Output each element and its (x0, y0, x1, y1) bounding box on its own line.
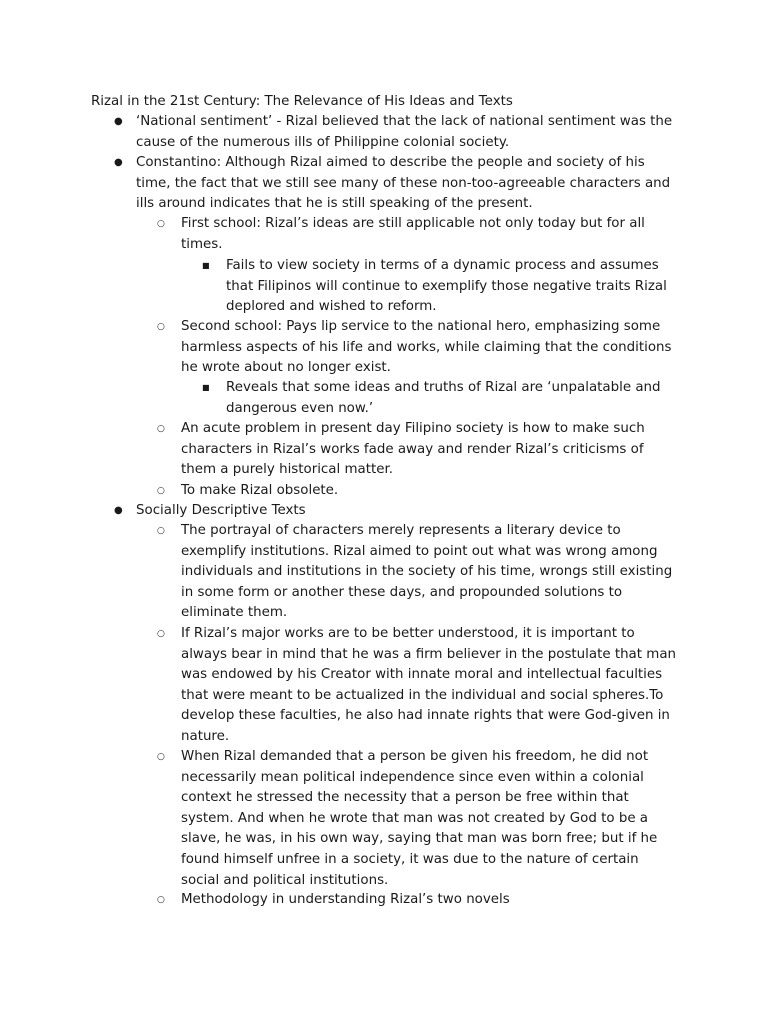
list-item-text: Fails to view society in terms of a dynamic process and assumes that Filipinos will continue to exemplify those negative traits Rizal deplored and wished to reform. (226, 258, 667, 315)
list-item-text: Methodology in understanding Rizal’s two novels (181, 892, 510, 907)
list-item-text: Socially Descriptive Texts (136, 503, 306, 518)
circle-marker: ○ (157, 322, 165, 332)
list-item-text: ‘National sentiment’ - Rizal believed that the lack of national sentiment was the cause of the numerous ills of Philippine colonial society. (136, 114, 673, 150)
bullet-marker: ● (114, 505, 123, 516)
list-item (114, 501, 676, 522)
list-item (157, 481, 681, 502)
list-item (114, 112, 676, 153)
square-marker: ■ (202, 261, 210, 270)
circle-marker: ○ (157, 486, 165, 496)
document-title: Rizal in the 21st Century: The Relevance of His Ideas and Texts (91, 94, 513, 109)
circle-marker: ○ (157, 895, 165, 905)
list-item (157, 317, 681, 379)
list-item (157, 624, 681, 748)
list-item-text: To make Rizal obsolete. (181, 483, 339, 498)
list-item-text: Second school: Pays lip service to the national hero, emphasizing some harmless aspects of his life and works, while claiming that the conditions he wrote about no longer exist. (181, 319, 672, 376)
list-item (157, 521, 681, 624)
circle-marker: ○ (157, 424, 165, 434)
list-item-text: The portrayal of characters merely represents a literary device to exemplify institutions. Rizal aimed to point out what was wrong among individuals and institutions in the society of his time, wrongs still existing in some form or another these days, and propounded solutions to eliminate them. (181, 523, 673, 621)
circle-marker: ○ (157, 219, 165, 229)
list-item (157, 419, 681, 481)
list-item (202, 378, 678, 419)
list-item (114, 153, 676, 215)
list-item (157, 890, 681, 911)
list-item (157, 214, 681, 255)
list-item-text: If Rizal’s major works are to be better understood, it is important to always bear in mind that he was a firm believer in the postulate that man was endowed by his Creator with innate moral and intellectual faculties that were meant to be actualized in the individual and social spheres.To develop these faculties, he also had innate rights that were God-given in nature. (181, 626, 677, 744)
square-marker: ■ (202, 383, 210, 392)
list-item-text: Reveals that some ideas and truths of Rizal are ‘unpalatable and dangerous even now.’ (226, 380, 661, 416)
list-item-text: When Rizal demanded that a person be given his freedom, he did not necessarily mean political independence since even within a colonial context he stressed the necessity that a person be free within that system. And when he wrote that man was not created by God to be a slave, he was, in his own way, saying that man was born free; but if he found himself unfree in a society, it was due to the nature of certain social and political institutions. (181, 749, 658, 888)
list-item (157, 747, 681, 891)
list-item-text: First school: Rizal’s ideas are still applicable not only today but for all times. (181, 216, 645, 252)
list-item-text: An acute problem in present day Filipino society is how to make such characters in Rizal’s works fade away and render Rizal’s criticisms of them a purely historical matter. (181, 421, 645, 478)
list-item (202, 256, 678, 318)
circle-marker: ○ (157, 629, 165, 639)
bullet-marker: ● (114, 157, 123, 168)
circle-marker: ○ (157, 752, 165, 762)
circle-marker: ○ (157, 526, 165, 536)
bullet-marker: ● (114, 116, 123, 127)
list-item-text: Constantino: Although Rizal aimed to describe the people and society of his time, the fact that we still see many of these non-too-agreeable characters and ills around indicates that he is still speaking of the present. (136, 155, 671, 212)
